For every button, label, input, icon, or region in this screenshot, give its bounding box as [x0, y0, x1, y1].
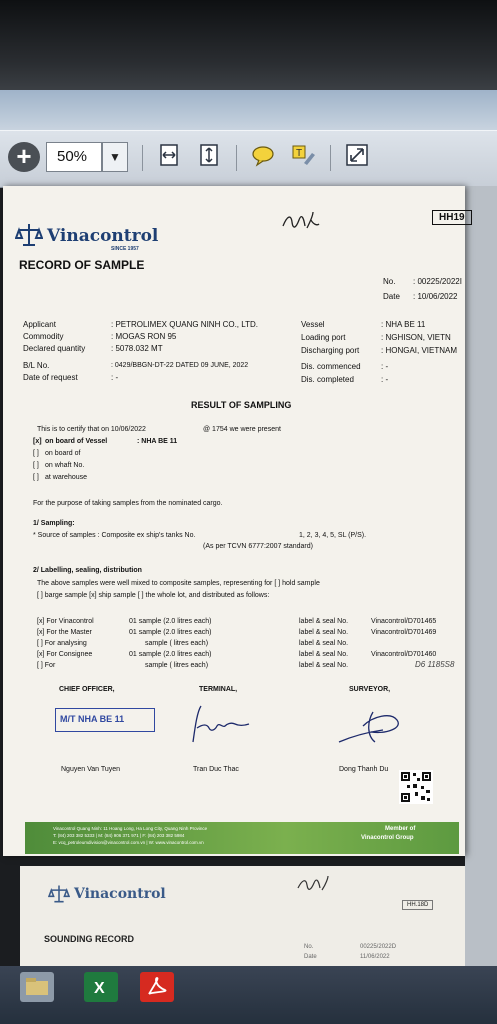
- expand-icon[interactable]: [340, 142, 374, 172]
- field-loading-label: Loading port: [301, 333, 346, 342]
- field-completed-label: Dis. completed: [301, 375, 354, 384]
- page2-date-value: 11/06/2022: [360, 954, 390, 960]
- section2-heading: 2/ Labelling, sealing, distribution: [33, 567, 142, 574]
- initials-signature: [281, 208, 321, 234]
- toolbar-divider: [330, 145, 331, 171]
- dist-qty-2: 01 sample (2.0 litres each): [129, 629, 212, 636]
- mixed-line-2: [ ] barge sample [x] ship sample [ ] the whole lot, and distributed as follows:: [37, 592, 270, 599]
- zoom-in-icon[interactable]: +: [8, 142, 40, 172]
- page2-no-value: 00225/2022D: [360, 944, 397, 950]
- chevron-down-icon[interactable]: ▼: [102, 142, 128, 172]
- page2-date-label: Date: [304, 954, 317, 960]
- monitor-bezel: [0, 0, 497, 90]
- page2-logo-text: Vinacontrol: [74, 886, 166, 902]
- window-frame: [0, 90, 497, 130]
- field-loading-value: : NGHISON, VIETN: [381, 333, 451, 342]
- field-request-label: Date of request: [23, 373, 78, 382]
- dist-seal-1: label & seal No.: [299, 618, 349, 625]
- option-text-4: at warehouse: [45, 474, 88, 481]
- dist-seal-5: label & seal No.: [299, 662, 349, 669]
- dist-who-2: [x] For the Master: [37, 629, 92, 636]
- date-value: : 10/06/2022: [413, 292, 458, 301]
- footer-group: Vinacontrol Group: [361, 835, 414, 841]
- role-terminal: TERMINAL,: [199, 686, 238, 693]
- footer-address: Vinacontrol Quang Ninh: 11 Hoang Long, Ha Long City, Quang Ninh Province: [53, 826, 208, 831]
- dist-no-2: Vinacontrol/D701469: [371, 629, 437, 636]
- pdf-icon[interactable]: [140, 972, 174, 1002]
- vessel-stamp: [55, 708, 155, 732]
- certify-time: @ 1754 we were present: [203, 426, 281, 433]
- option-box-4: [ ]: [33, 474, 39, 481]
- field-discharging-value: : HONGAI, VIETNAM: [381, 346, 458, 355]
- toolbar-divider: [236, 145, 237, 171]
- field-commodity-value: : MOGAS RON 95: [111, 332, 177, 341]
- dist-no-1: Vinacontrol/D701465: [371, 618, 437, 625]
- fit-width-icon[interactable]: [152, 142, 186, 172]
- option-box-1: [x]: [33, 438, 42, 445]
- footer-email: E: vcq_petroleumdivision@vinacontrol.com.vn | W: www.vinacontrol.com.vn: [53, 840, 204, 845]
- toolbar-divider: [142, 145, 143, 171]
- field-bl-value: : 0429/BBGN-DT-22 DATED 09 JUNE, 2022: [111, 362, 249, 369]
- highlight-icon[interactable]: [286, 142, 320, 172]
- name-terminal: Tran Duc Thac: [193, 766, 239, 773]
- footer-band: [25, 822, 459, 854]
- option-text-1: on board of Vessel: [45, 438, 108, 445]
- viewer-toolbar: [0, 130, 497, 188]
- field-vessel-label: Vessel: [301, 320, 325, 329]
- option-text-2: on board of: [45, 450, 81, 457]
- sampling-heading: 1/ Sampling:: [33, 520, 75, 527]
- date-label: Date: [383, 292, 400, 301]
- terminal-signature: [183, 698, 273, 748]
- scales-logo-icon: [48, 884, 70, 904]
- dist-who-5: [ ] For: [37, 662, 56, 669]
- field-completed-value: : -: [381, 375, 389, 384]
- dist-who-3: [ ] For analysing: [37, 640, 87, 647]
- comment-icon[interactable]: [246, 142, 280, 172]
- fit-page-icon[interactable]: [192, 142, 226, 172]
- dist-seal-3: label & seal No.: [299, 640, 349, 647]
- name-chief-officer: Nguyen Van Tuyen: [61, 766, 121, 773]
- no-value: : 00225/2022I: [413, 277, 462, 286]
- taskbar: [0, 966, 497, 1024]
- field-vessel-value: : NHA BE 11: [381, 320, 426, 329]
- zoom-level-field[interactable]: 50%: [46, 142, 102, 172]
- logo-text: Vinacontrol: [47, 226, 159, 246]
- field-applicant-label: Applicant: [23, 320, 56, 329]
- option-box-3: [ ]: [33, 462, 39, 469]
- field-commenced-value: : -: [381, 362, 389, 371]
- field-commodity-label: Commodity: [23, 332, 64, 341]
- mixed-line-1: The above samples were well mixed to composite samples, representing for [ ] hold sample: [37, 580, 320, 587]
- field-request-value: : -: [111, 373, 119, 382]
- page2-initials-signature: [296, 872, 336, 894]
- document-page-2: [20, 866, 465, 966]
- form-code: HH19: [432, 210, 472, 225]
- role-chief-officer: CHIEF OFFICER,: [59, 686, 115, 693]
- field-discharging-label: Discharging port: [301, 346, 360, 355]
- dist-qty-3: sample ( litres each): [145, 640, 209, 647]
- file-manager-icon[interactable]: [20, 972, 54, 1002]
- page2-title: SOUNDING RECORD: [44, 934, 135, 944]
- field-bl-label: B/L No.: [23, 361, 50, 370]
- logo-since: SINCE 1957: [111, 246, 139, 252]
- page2-no-label: No.: [304, 944, 314, 950]
- result-heading: RESULT OF SAMPLING: [191, 400, 292, 410]
- stamp-text: M/T NHA BE 11: [60, 714, 125, 724]
- dist-who-1: [x] For Vinacontrol: [37, 618, 94, 625]
- purpose-text: For the purpose of taking samples from the nominated cargo.: [33, 500, 223, 507]
- surveyor-signature: [333, 702, 423, 752]
- name-surveyor: Dong Thanh Du: [339, 766, 389, 773]
- option-box-2: [ ]: [33, 450, 39, 457]
- dist-seal-2: label & seal No.: [299, 629, 349, 636]
- field-quantity-value: : 5078.032 MT: [111, 344, 163, 353]
- viewer-scroll-area[interactable]: [465, 186, 497, 966]
- dist-seal-4: label & seal No.: [299, 651, 349, 658]
- dist-no-4: Vinacontrol/D701460: [371, 651, 437, 658]
- dist-qty-5: sample ( litres each): [145, 662, 209, 669]
- footer-phone: T: (84) 203 382 5333 | M: (84) 906 371 971 | F: (84) 203 382 5984: [53, 833, 185, 838]
- option-value-1: : NHA BE 11: [137, 438, 178, 445]
- standard-text: (As per TCVN 6777:2007 standard): [203, 543, 313, 550]
- svg-text:X: X: [94, 980, 105, 997]
- dist-qty-4: 01 sample (2.0 litres each): [129, 651, 212, 658]
- qr-code: [399, 770, 433, 804]
- page2-logo: [48, 884, 166, 909]
- dist-who-4: [x] For Consignee: [37, 651, 93, 658]
- dist-qty-1: 01 sample (2.0 litres each): [129, 618, 212, 625]
- document-title: RECORD OF SAMPLE: [19, 258, 145, 272]
- field-commenced-label: Dis. commenced: [301, 362, 361, 371]
- source-line: * Source of samples : Composite ex ship's tanks No.: [33, 532, 196, 539]
- page2-form-code: HH.18D: [402, 900, 433, 910]
- option-text-3: on whaft No.: [45, 462, 85, 469]
- no-label: No.: [383, 277, 396, 286]
- document-page-1: [3, 186, 465, 856]
- role-surveyor: SURVEYOR,: [349, 686, 391, 693]
- excel-icon[interactable]: [84, 972, 118, 1002]
- vinacontrol-logo: [15, 222, 159, 253]
- field-applicant-value: : PETROLIMEX QUANG NINH CO., LTD.: [111, 320, 258, 329]
- footer-member-of: Member of: [385, 826, 416, 832]
- handwritten-seal-number: D6 1185S8: [415, 660, 455, 669]
- scales-logo-icon: [15, 222, 43, 248]
- svg-text:T: T: [296, 148, 303, 159]
- certify-line: This is to certify that on 10/06/2022: [37, 426, 146, 433]
- tank-list: 1, 2, 3, 4, 5, SL (P/S).: [299, 532, 367, 539]
- field-quantity-label: Declared quantity: [23, 344, 86, 353]
